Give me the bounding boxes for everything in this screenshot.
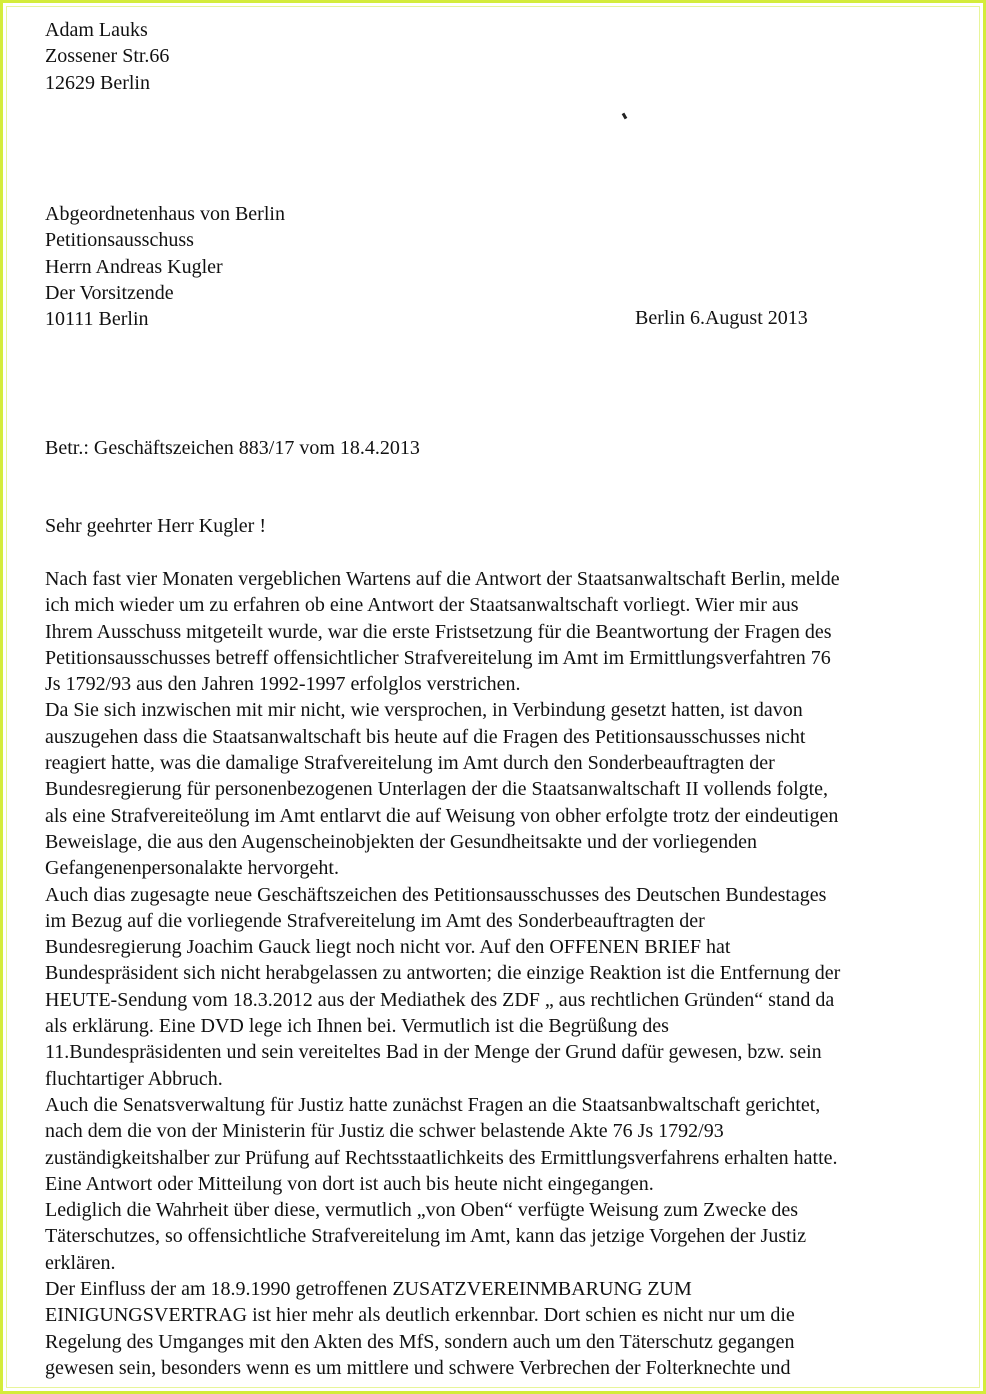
body-line: Nach fast vier Monaten vergeblichen Wartens auf die Antwort der Staatsanwaltschaft Berlin, melde <box>45 568 840 590</box>
body-line: Der Einfluss der am 18.9.1990 getroffenen ZUSATZVEREINMBARUNG ZUM <box>45 1278 692 1301</box>
sender-street: Zossener Str.66 <box>45 45 170 68</box>
recipient-line: Petitionsausschuss <box>45 229 194 252</box>
body-line: Bundesregierung Joachim Gauck liegt noch nicht vor. Auf den OFFENEN BRIEF hat <box>45 936 731 959</box>
body-line: EINIGUNGSVERTRAG ist hier mehr als deutlich erkennbar. Dort schien es nicht nur um die <box>45 1304 795 1327</box>
sender-city: 12629 Berlin <box>45 71 150 94</box>
body-line: erklären. <box>45 1251 116 1274</box>
body-line: Regelung des Umganges mit den Akten des MfS, sondern auch um den Täterschutz gegangen <box>45 1330 795 1353</box>
sender-name: Adam Lauks <box>45 19 148 41</box>
body-line: als erklärung. Eine DVD lege ich Ihnen bei. Vermutlich ist die Begrüßung des <box>45 1015 669 1038</box>
recipient-line: Abgeordnetenhaus von Berlin <box>45 203 285 225</box>
recipient-line: 10111 Berlin <box>45 308 149 331</box>
body-line: 11.Bundespräsidenten und sein vereiteltes Bad in der Menge der Grund dafür gewesen, bzw. sein <box>45 1041 822 1064</box>
body-line: gewesen sein, besonders wenn es um mittlere und schwere Verbrechen der Folterknechte und <box>45 1356 791 1379</box>
body-line: Bundespräsident sich nicht herabgelassen zu antworten; die einzige Reaktion ist die Entfernung der <box>45 962 841 985</box>
body-line: zuständigkeitshalber zur Prüfung auf Rechtsstaatlichkeits des Ermittlungsverfahrens erhalten hatte. <box>45 1146 838 1169</box>
body-line: im Bezug auf die vorliegende Strafvereitelung im Amt des Sonderbeauftragten der <box>45 909 705 932</box>
salutation <box>45 513 266 539</box>
body-line: Täterschutzes, so offensichtliche Strafvereitelung im Amt, kann das jetzige Vorgehen der Justiz <box>45 1225 807 1248</box>
body-line: nach dem die von der Ministerin für Justiz die schwer belastende Akte 76 Js 1792/93 <box>45 1120 724 1143</box>
body-line: HEUTE-Sendung vom 18.3.2012 aus der Mediathek des ZDF „ aus rechtlichen Gründen“ stand da <box>45 988 835 1011</box>
body-line: Petitionsausschusses betreff offensichtlicher Strafvereitelung im Amt im Ermittlungsverfahtren 76 <box>45 646 831 669</box>
letter-body <box>45 566 840 1381</box>
body-line: Gefangenenpersonalakte hervorgeht. <box>45 857 339 880</box>
body-line: Auch die Senatsverwaltung für Justiz hatte zunächst Fragen an die Staatsanbwaltschaft gerichtet, <box>45 1093 821 1116</box>
body-line: ich mich wieder um zu erfahren ob eine Antwort der Staatsanwaltschaft vorliegt. Wier mir aus <box>45 594 799 617</box>
body-line: fluchtartiger Abbruch. <box>45 1067 223 1090</box>
body-line: als eine Strafvereiteölung im Amt entlarvt die auf Weisung von obher erfolgte trotz der eindeutigen <box>45 804 839 827</box>
body-line: Da Sie sich inzwischen mit mir nicht, wie versprochen, in Verbindung gesetzt hatten, ist davon <box>45 699 803 722</box>
recipient-line: Herrn Andreas Kugler <box>45 255 223 278</box>
body-line: Beweislage, die aus den Augenscheinobjekten der Gesundheitsakte und der vorliegenden <box>45 830 758 853</box>
sender-address <box>45 17 169 96</box>
recipient-address <box>45 201 285 332</box>
body-line: Auch dias zugesagte neue Geschäftszeichen des Petitionsausschusses des Deutschen Bundestages <box>45 883 827 906</box>
recipient-line: Der Vorsitzende <box>45 281 174 304</box>
subject-text: Betr.: Geschäftszeichen 883/17 vom 18.4.2013 <box>45 437 420 459</box>
body-line: Bundesregierung für personenbezogenen Unterlagen der die Staatsanwaltschaft II vollends folgte, <box>45 778 829 801</box>
body-line: Js 1792/93 aus den Jahren 1992-1997 erfolglos verstrichen. <box>45 673 521 696</box>
body-line: Ihrem Ausschuss mitgeteilt wurde, war die erste Fristsetzung für die Beantwortung der Fragen des <box>45 620 832 643</box>
body-line: Lediglich die Wahrheit über diese, vermutlich „von Oben“ verfügte Weisung zum Zwecke des <box>45 1199 799 1222</box>
salutation-text: Sehr geehrter Herr Kugler ! <box>45 515 267 537</box>
scan-speck <box>622 113 628 120</box>
body-line: Eine Antwort oder Mitteilung von dort ist auch bis heute nicht eingegangen. <box>45 1172 654 1195</box>
body-line: auszugehen dass die Staatsanwaltschaft bis heute auf die Fragen des Petitionsausschusses nicht <box>45 725 806 748</box>
body-line: reagiert hatte, was die damalige Strafvereitelung im Amt durch den Sonderbeauftragten der <box>45 752 775 775</box>
letter-date: Berlin 6.August 2013 <box>635 307 808 329</box>
subject-line <box>45 435 420 461</box>
